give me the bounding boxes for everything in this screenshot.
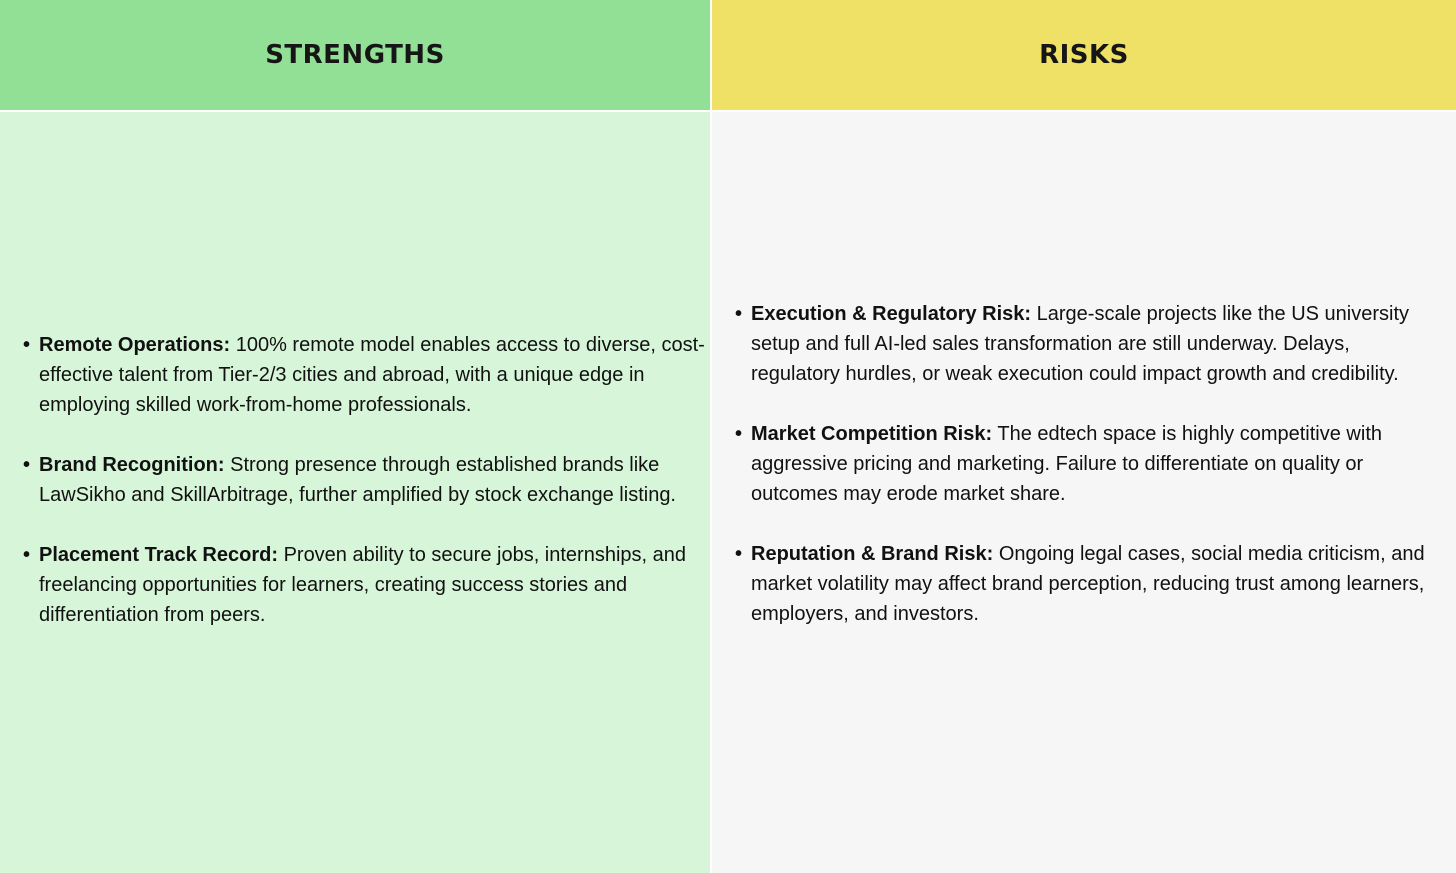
strengths-body bbox=[0, 112, 710, 873]
bullet-icon: • bbox=[23, 453, 31, 476]
strength-item-text: 100% remote model enables access to diverse, cost-effective talent from Tier-2/3 cities and abroad, with a unique edge in employing skilled work-from-home professionals. bbox=[39, 333, 705, 416]
strength-item-brand-recognition bbox=[23, 450, 708, 510]
strength-item-text: Strong presence through established brands like LawSikho and SkillArbitrage, further amplified by stock exchange listing. bbox=[39, 453, 676, 506]
strength-item-heading: Placement Track Record: bbox=[39, 543, 278, 566]
risk-item-heading: Market Competition Risk: bbox=[751, 422, 993, 445]
risks-title: RISKS bbox=[1039, 40, 1129, 70]
risk-item-heading: Execution & Regulatory Risk: bbox=[751, 302, 1032, 325]
risk-item-market-competition bbox=[735, 419, 1442, 509]
strengths-column bbox=[0, 0, 710, 873]
strength-item-heading: Brand Recognition: bbox=[39, 453, 225, 476]
risk-item-reputation-brand bbox=[735, 539, 1442, 629]
strength-item-placement-track-record bbox=[23, 540, 708, 630]
strengths-title: STRENGTHS bbox=[265, 40, 445, 70]
strength-item-heading: Remote Operations: bbox=[39, 333, 231, 356]
risks-header bbox=[712, 0, 1456, 110]
risks-column bbox=[712, 0, 1456, 873]
bullet-icon: • bbox=[735, 422, 743, 445]
strengths-header bbox=[0, 0, 710, 110]
bullet-icon: • bbox=[735, 302, 743, 325]
risks-body bbox=[712, 112, 1456, 873]
risk-item-text: Large-scale projects like the US university setup and full AI-led sales transformation are still underway. Delays, regulatory hurdles, or weak execution could impact growth and credibility. bbox=[751, 302, 1410, 385]
risks-list bbox=[712, 299, 1456, 629]
strength-item-text: Proven ability to secure jobs, internships, and freelancing opportunities for learners, creating success stories and differentiation from peers. bbox=[39, 543, 687, 626]
risk-item-heading: Reputation & Brand Risk: bbox=[751, 542, 994, 565]
bullet-icon: • bbox=[735, 542, 743, 565]
bullet-icon: • bbox=[23, 543, 31, 566]
risk-item-text: Ongoing legal cases, social media criticism, and market volatility may affect brand perception, reducing trust among learners, employers, and investors. bbox=[751, 542, 1425, 625]
risk-item-execution-regulatory bbox=[735, 299, 1442, 389]
bullet-icon: • bbox=[23, 333, 31, 356]
strengths-list bbox=[0, 330, 710, 630]
risk-item-text: The edtech space is highly competitive with aggressive pricing and marketing. Failure to differentiate on quality or outcomes may erode market share. bbox=[751, 422, 1382, 505]
strength-item-remote-operations bbox=[23, 330, 708, 420]
